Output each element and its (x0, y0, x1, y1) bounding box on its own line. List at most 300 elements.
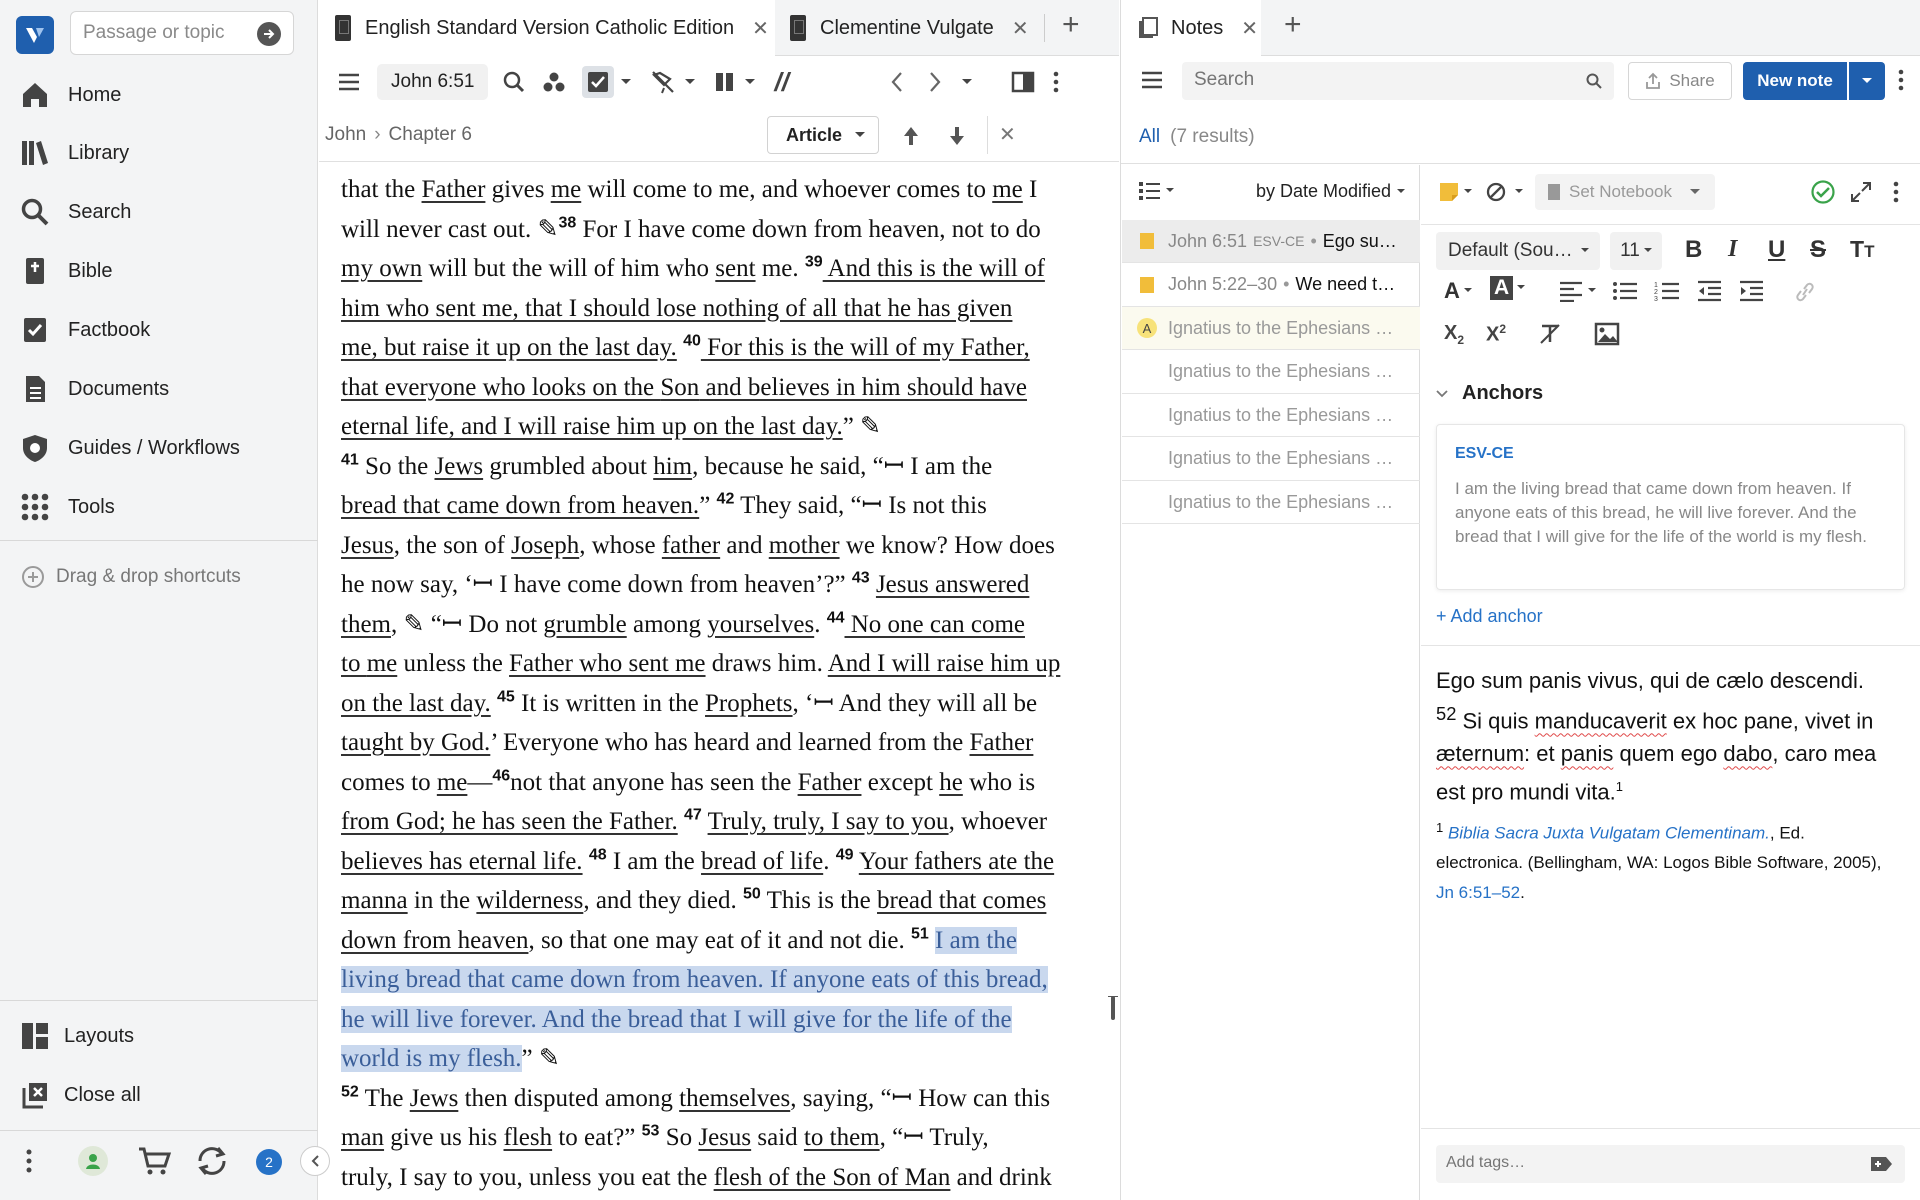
expand-icon[interactable] (1850, 181, 1872, 203)
font-size-dropdown[interactable] (1610, 232, 1662, 270)
anchor-card[interactable] (1436, 424, 1905, 590)
text-span: and drink (950, 1163, 1052, 1191)
close-tab-icon[interactable]: ✕ (1241, 17, 1259, 40)
interlinear-icon[interactable] (542, 70, 566, 94)
bold-icon[interactable]: B (1685, 236, 1703, 263)
divider (0, 540, 318, 541)
nav-guides[interactable] (0, 419, 318, 477)
breadcrumb-separator: › (374, 124, 381, 145)
nav-label: Guides / Workflows (68, 436, 240, 459)
text-span: and (720, 531, 769, 559)
text-span: gives (485, 176, 551, 203)
content-line: $^{52}$ Si quis manducaverit ex hoc pane, vivet in (1436, 703, 1874, 734)
text-line (341, 881, 1085, 921)
linked-word: flesh of the Son of Man (713, 1163, 951, 1191)
linked-word: Father (969, 729, 1034, 756)
more-vertical-icon[interactable] (1893, 180, 1899, 204)
linked-word: him (653, 452, 693, 480)
notes-search-box[interactable] (1182, 62, 1614, 100)
highlight-off-icon[interactable] (650, 69, 676, 95)
note-list-item[interactable] (1122, 220, 1420, 263)
text-span: ’ Everyone who has heard and learned from the (490, 729, 970, 756)
linked-word: Jesus (698, 1124, 752, 1151)
text-span: , the son of (393, 531, 512, 559)
footnote-marker: 1 (1615, 779, 1623, 795)
text-span: ✎ (537, 215, 559, 243)
sort-label: by Date Modified (1256, 181, 1392, 201)
nav-tools[interactable] (0, 478, 318, 536)
text-span: who is (962, 768, 1036, 796)
divider (0, 1130, 318, 1131)
linked-word: to (341, 650, 367, 677)
bible-text[interactable] (341, 170, 1085, 1197)
linked-word: them (341, 610, 391, 638)
chevron-down-icon[interactable] (684, 78, 696, 86)
text-span: in the (407, 887, 477, 914)
notification-badge[interactable]: 2 (256, 1149, 282, 1175)
nav-home[interactable] (0, 66, 318, 124)
new-note-dropdown[interactable] (1849, 62, 1885, 100)
text-span: ” ✎ (842, 413, 881, 440)
linked-word: bread that comes (877, 887, 1047, 914)
note-title: Ignatius to the Ephesians … (1168, 491, 1394, 512)
text-span: then disputed among (458, 1084, 680, 1112)
indent-icon[interactable] (1738, 280, 1764, 302)
note-title: We need t… (1295, 274, 1396, 294)
linked-word: themselves (679, 1084, 791, 1112)
svg-text:3: 3 (1654, 296, 1658, 302)
text-span: . (814, 610, 827, 638)
linked-word: Your fathers ate the (858, 847, 1055, 875)
text-span: , so that one may eat of it and not die. (528, 926, 911, 954)
linked-word: father (661, 531, 721, 559)
text-span: will never cast out. (341, 215, 538, 243)
tab-label: Notes (1171, 16, 1224, 39)
verse-number: 51 (911, 925, 929, 943)
close-bar-icon[interactable]: ✕ (999, 124, 1016, 146)
text-line (341, 328, 1085, 368)
note-title: Ignatius to the Ephesians … (1168, 361, 1394, 381)
close-tab-icon[interactable]: ✕ (1011, 17, 1029, 40)
linked-word: flesh (503, 1124, 553, 1151)
linked-word: him who sent me, that I should lose nothing of all that he has given (341, 294, 1013, 322)
subscript-icon[interactable]: $X_2$ (1444, 322, 1465, 347)
text-span: , because he said, “ꟷ I am the (692, 452, 993, 480)
note-title: Ignatius to the Ephesians … (1168, 404, 1394, 425)
text-line (341, 289, 1085, 329)
factbook-icon (18, 313, 52, 347)
linked-word: me (992, 176, 1023, 203)
linked-word: eternal life, and I will raise him up on the last day. (341, 413, 843, 440)
share-icon (1645, 72, 1661, 90)
nav-documents[interactable] (0, 360, 318, 418)
text-span: , saying, “ꟷ How can this (790, 1084, 1051, 1112)
note-list-item[interactable] (1122, 351, 1420, 394)
note-reference: John 6:51 (1168, 230, 1248, 251)
collapse-sidebar-icon[interactable] (300, 1146, 330, 1176)
text-line (341, 960, 1085, 1000)
content-line: æternum: et panis quem ego dabo, caro mea (1436, 741, 1877, 767)
text-span: I (1022, 176, 1038, 203)
highlighted-text: I am the (935, 926, 1017, 954)
font-color-dropdown[interactable] (1444, 278, 1472, 304)
linked-word: my own (341, 255, 423, 282)
add-circle-icon (22, 566, 44, 588)
text-span: They said, “ꟷ Is not this (734, 492, 987, 519)
text-span: he now say, ‘ꟷ I have come down from heaven’?” (341, 571, 852, 598)
separator-dot: • (1283, 274, 1290, 294)
highlight-color-dropdown[interactable] (1490, 276, 1525, 300)
linked-word: that everyone who looks on the (341, 373, 661, 401)
outdent-icon[interactable] (1696, 280, 1722, 302)
list-view-icon[interactable] (1138, 180, 1174, 202)
text-span: , whose (579, 531, 662, 559)
anchors-heading: Anchors (1462, 382, 1544, 404)
text-line (341, 842, 1085, 882)
share-button[interactable] (1628, 62, 1732, 100)
divider (0, 1000, 318, 1001)
note-content[interactable] (1436, 664, 1896, 908)
notes-search-input[interactable] (1194, 69, 1574, 91)
new-note-button[interactable]: New note (1743, 62, 1847, 100)
highlight-color-icon: A (1490, 276, 1513, 300)
linked-word: me (436, 768, 468, 796)
drag-drop-label: Drag & drop shortcuts (56, 566, 241, 587)
back-arrow-icon[interactable] (889, 70, 905, 94)
linked-word: Jews (434, 452, 484, 480)
text-span: ” (699, 492, 717, 519)
text-line (341, 210, 1085, 250)
split-view-icon[interactable] (1011, 71, 1035, 93)
superscript-icon[interactable]: $X^2$ (1486, 322, 1507, 346)
strikethrough-icon[interactable]: S (1810, 236, 1827, 263)
add-tag-icon[interactable] (1869, 1155, 1893, 1173)
link-icon[interactable] (1794, 282, 1816, 302)
nav-bible[interactable] (0, 242, 318, 300)
panel-menu-icon[interactable] (337, 72, 361, 92)
text-span: — (467, 768, 493, 796)
layouts-label: Layouts (64, 1024, 135, 1047)
list-marker (1140, 494, 1154, 510)
sticky-note-icon (1140, 277, 1154, 293)
anchors-section-toggle[interactable] (1436, 382, 1543, 405)
list-marker (1140, 364, 1154, 380)
forward-arrow-icon[interactable] (927, 70, 943, 94)
nav-label: Factbook (68, 318, 151, 341)
footnote-title-link[interactable]: Biblia Sacra Juxta Vulgatam Clementinam. (1447, 823, 1770, 843)
text-line (341, 763, 1085, 803)
down-arrow-icon[interactable] (947, 124, 967, 148)
divider (987, 116, 988, 154)
filter-bar (1121, 110, 1920, 164)
linked-word: believes has eternal life. (341, 847, 583, 875)
bible-toolbar (319, 56, 1119, 108)
linked-word: For this is the will of my Father, (700, 334, 1030, 361)
linked-word: Jews (409, 1084, 459, 1112)
visual-filter-icon[interactable] (582, 66, 614, 98)
text-line (341, 526, 1085, 566)
notebook-dropdown[interactable] (1535, 174, 1715, 210)
text-span: I am the (606, 847, 702, 875)
text-span: draws him. (705, 650, 828, 677)
text-span: to eat?” (552, 1124, 642, 1151)
note-list-item[interactable] (1122, 481, 1420, 524)
note-title: Ego su… (1322, 230, 1397, 251)
font-color-icon: A (1444, 278, 1460, 303)
text-line (341, 605, 1085, 645)
sticky-note-icon (1438, 181, 1460, 203)
library-icon (18, 136, 52, 170)
linked-word: Father (797, 768, 862, 796)
filter-all[interactable]: All (1139, 125, 1161, 147)
divider (1421, 645, 1920, 646)
misspelled-word: panis (1560, 741, 1614, 767)
notebook-label: Set Notebook (1569, 182, 1673, 201)
insert-image-icon[interactable] (1594, 322, 1620, 346)
chevron-down-icon (854, 131, 866, 139)
saved-check-icon (1810, 179, 1836, 205)
anchor-version: ESV-CE (1455, 445, 1514, 462)
close-tab-icon[interactable]: ✕ (752, 17, 769, 40)
text-line (341, 1118, 1085, 1158)
chevron-down-icon (1397, 189, 1405, 195)
text-span: we know? How does (839, 531, 1055, 559)
verse-number: 46 (492, 767, 511, 785)
misspelled-word: dabo (1723, 741, 1773, 767)
nav-label: Tools (68, 495, 115, 518)
note-list-item[interactable] (1122, 438, 1420, 481)
align-dropdown[interactable] (1558, 280, 1596, 302)
verse-number: 41 (341, 451, 359, 469)
linked-word: me (366, 650, 398, 677)
text-span: The (358, 1084, 410, 1112)
text-span: So (659, 1124, 699, 1151)
clear-format-icon[interactable] (1538, 322, 1562, 346)
text-span: ” ✎ (521, 1045, 560, 1072)
divider (1044, 14, 1045, 42)
note-list-item[interactable] (1122, 264, 1420, 307)
note-color-dropdown[interactable] (1438, 181, 1472, 203)
verse-number: 53 (641, 1122, 660, 1140)
misspelled-word: manducaverit (1534, 708, 1667, 734)
verse-number: 52 (341, 1083, 359, 1101)
passage-input[interactable] (83, 22, 243, 44)
text-span: truly, I say to you, unless you eat the (341, 1163, 714, 1191)
linked-word: he (939, 768, 963, 796)
annotation-icon: A (1137, 318, 1157, 338)
home-icon (18, 78, 52, 112)
text-line (341, 1000, 1085, 1040)
text-span: except (861, 768, 940, 796)
text-line (341, 802, 1085, 842)
text-span: , ‘ꟷ And they will all be (792, 689, 1038, 717)
nav-factbook[interactable] (0, 301, 318, 359)
close-all-button[interactable] (0, 1066, 318, 1124)
svg-text:2: 2 (1654, 289, 1658, 296)
chevron-down-icon (1861, 77, 1873, 85)
linked-word: mother (768, 531, 840, 559)
text-span: me. (755, 255, 805, 282)
divider (1421, 1128, 1920, 1129)
text-span: will but the will of him who (422, 255, 716, 282)
more-vertical-icon[interactable] (1898, 68, 1904, 92)
linked-word: from God; he has seen the Father. (341, 808, 678, 835)
note-list-item[interactable] (1122, 307, 1420, 350)
text-span: , and they died. (583, 887, 743, 914)
left-sidebar (0, 0, 318, 1200)
text-span: give us his (384, 1124, 504, 1151)
chevron-down-icon[interactable] (620, 78, 632, 86)
no-style-dropdown[interactable] (1485, 181, 1523, 203)
nav-label: Library (68, 141, 130, 164)
user-avatar-icon[interactable] (78, 1146, 108, 1176)
drag-drop-shortcuts[interactable] (22, 566, 241, 588)
add-tab-icon[interactable]: + (1062, 8, 1080, 41)
nav-search[interactable] (0, 183, 318, 241)
font-family-label: Default (Sou… (1448, 240, 1573, 261)
linked-word: me, but raise it up on the last day. (341, 334, 677, 361)
chevron-down-icon[interactable] (961, 78, 973, 86)
list-marker (1140, 451, 1154, 467)
linked-word: yourselves (707, 610, 815, 638)
linked-word: Son (660, 373, 700, 401)
linked-word: Jesus (341, 531, 394, 559)
close-all-label: Close all (64, 1083, 141, 1106)
linked-word: Joseph (511, 531, 580, 559)
documents-icon (18, 372, 52, 406)
breadcrumb-book[interactable]: John (325, 124, 367, 145)
scrollbar-thumb[interactable] (1111, 996, 1115, 1020)
underline-icon[interactable]: U (1768, 236, 1786, 263)
text-span: will come to me, and whoever comes to (581, 176, 993, 203)
font-family-dropdown[interactable] (1436, 232, 1600, 270)
text-span: comes to (341, 768, 437, 796)
text-span: grumbled about (483, 452, 654, 480)
passage-input-box[interactable] (70, 11, 294, 55)
more-vertical-icon[interactable] (1053, 70, 1059, 94)
text-case-icon[interactable]: TT (1850, 236, 1875, 262)
text-line (341, 486, 1085, 526)
notebook-icon (1547, 183, 1561, 201)
linked-word: me (550, 176, 582, 203)
separator-dot: • (1310, 230, 1317, 251)
text-line (341, 1079, 1085, 1119)
book-icon (335, 15, 351, 41)
misspelled-word: æternum (1436, 741, 1525, 767)
svg-text:1: 1 (1654, 282, 1658, 289)
reference-box[interactable]: John 6:51 (377, 64, 488, 100)
tab-notes[interactable] (1121, 0, 1261, 56)
numbered-list-icon[interactable] (1654, 280, 1680, 302)
text-span: not that anyone has seen the (510, 768, 798, 796)
text-line (341, 368, 1085, 408)
no-style-icon (1485, 181, 1507, 203)
bullet-list-icon[interactable] (1612, 280, 1638, 302)
verse-number: 50 (743, 885, 761, 903)
linked-word: wilderness (476, 887, 584, 914)
text-span: , “ꟷ Truly, (879, 1124, 989, 1151)
linked-word: Father (421, 176, 486, 203)
layouts-icon (18, 1019, 52, 1053)
chevron-down-icon[interactable] (744, 78, 756, 86)
italic-icon[interactable]: I (1728, 236, 1738, 262)
up-arrow-icon[interactable] (901, 124, 921, 148)
text-span: So the (358, 452, 435, 480)
panel-menu-icon[interactable] (1140, 70, 1164, 90)
nav-label: Home (68, 83, 122, 106)
text-line (341, 921, 1085, 961)
sort-dropdown[interactable] (1256, 181, 1405, 202)
tags-input[interactable] (1446, 1154, 1826, 1172)
breadcrumb-chapter[interactable]: Chapter 6 (388, 124, 472, 145)
tags-box[interactable] (1436, 1145, 1905, 1183)
text-span: It is written in the (514, 689, 706, 717)
view-mode-label: Article (786, 124, 843, 145)
linked-word: Jesus answered (875, 571, 1030, 598)
more-vertical-icon[interactable] (24, 1148, 34, 1174)
view-mode-dropdown[interactable] (767, 116, 879, 154)
text-line (341, 1039, 1085, 1079)
add-tab-icon[interactable]: + (1284, 8, 1302, 41)
search-icon[interactable] (502, 70, 526, 94)
highlighted-text: he will live forever. And the bread that I will give for the life of the (341, 1005, 1012, 1033)
text-line (341, 170, 1085, 210)
sync-icon[interactable] (195, 1145, 229, 1177)
nav-library[interactable] (0, 124, 318, 182)
app-logo-icon[interactable] (16, 16, 54, 54)
chapter-bar (319, 110, 1119, 162)
verse-number: 40 (683, 332, 701, 350)
linked-word: sent (715, 255, 756, 282)
nav-label: Documents (68, 377, 170, 400)
tab-label: Clementine Vulgate (820, 16, 994, 39)
text-line (341, 407, 1085, 447)
search-icon (1586, 73, 1602, 89)
go-arrow-icon[interactable] (257, 22, 281, 46)
tab-vulgate[interactable] (790, 0, 1030, 56)
linked-word: bread of life (701, 847, 824, 875)
verse-number: 44 (826, 609, 845, 627)
sticky-note-icon (1140, 233, 1154, 249)
verse-number: 47 (683, 806, 702, 824)
text-span: , whoever (948, 808, 1048, 835)
book-icon (790, 15, 806, 41)
notes-icon (1137, 16, 1159, 40)
note-title: Ignatius to the Ephesians … (1168, 448, 1394, 468)
parallel-resources-icon[interactable] (714, 71, 736, 93)
linked-word: bread that came down from heaven. (341, 492, 700, 519)
sync-link-icon[interactable]: // (774, 66, 789, 97)
linked-word: Truly, truly, I say to you (707, 808, 949, 835)
note-list-item[interactable] (1122, 394, 1420, 437)
text-span: This is the (760, 887, 878, 914)
highlighted-text: living bread that came down from heaven. If anyone eats of this bread, (341, 966, 1048, 993)
results-count: (7 results) (1170, 125, 1255, 147)
text-line (341, 565, 1085, 605)
linked-word: on the last day. (341, 689, 491, 717)
text-line (341, 723, 1085, 763)
text-span: said (751, 1124, 804, 1151)
footnote-ref-link[interactable]: Jn 6:51–52 (1436, 883, 1521, 903)
layouts-button[interactable] (0, 1007, 318, 1065)
text-line (341, 1158, 1085, 1198)
linked-word: taught by God. (341, 729, 491, 756)
cart-icon[interactable] (137, 1146, 171, 1176)
content-line: Ego sum panis vivus, qui de cælo descendi. (1436, 668, 1865, 693)
add-anchor-link[interactable]: + Add anchor (1436, 606, 1543, 626)
tab-esvce[interactable] (319, 0, 775, 56)
tools-icon (18, 490, 52, 524)
